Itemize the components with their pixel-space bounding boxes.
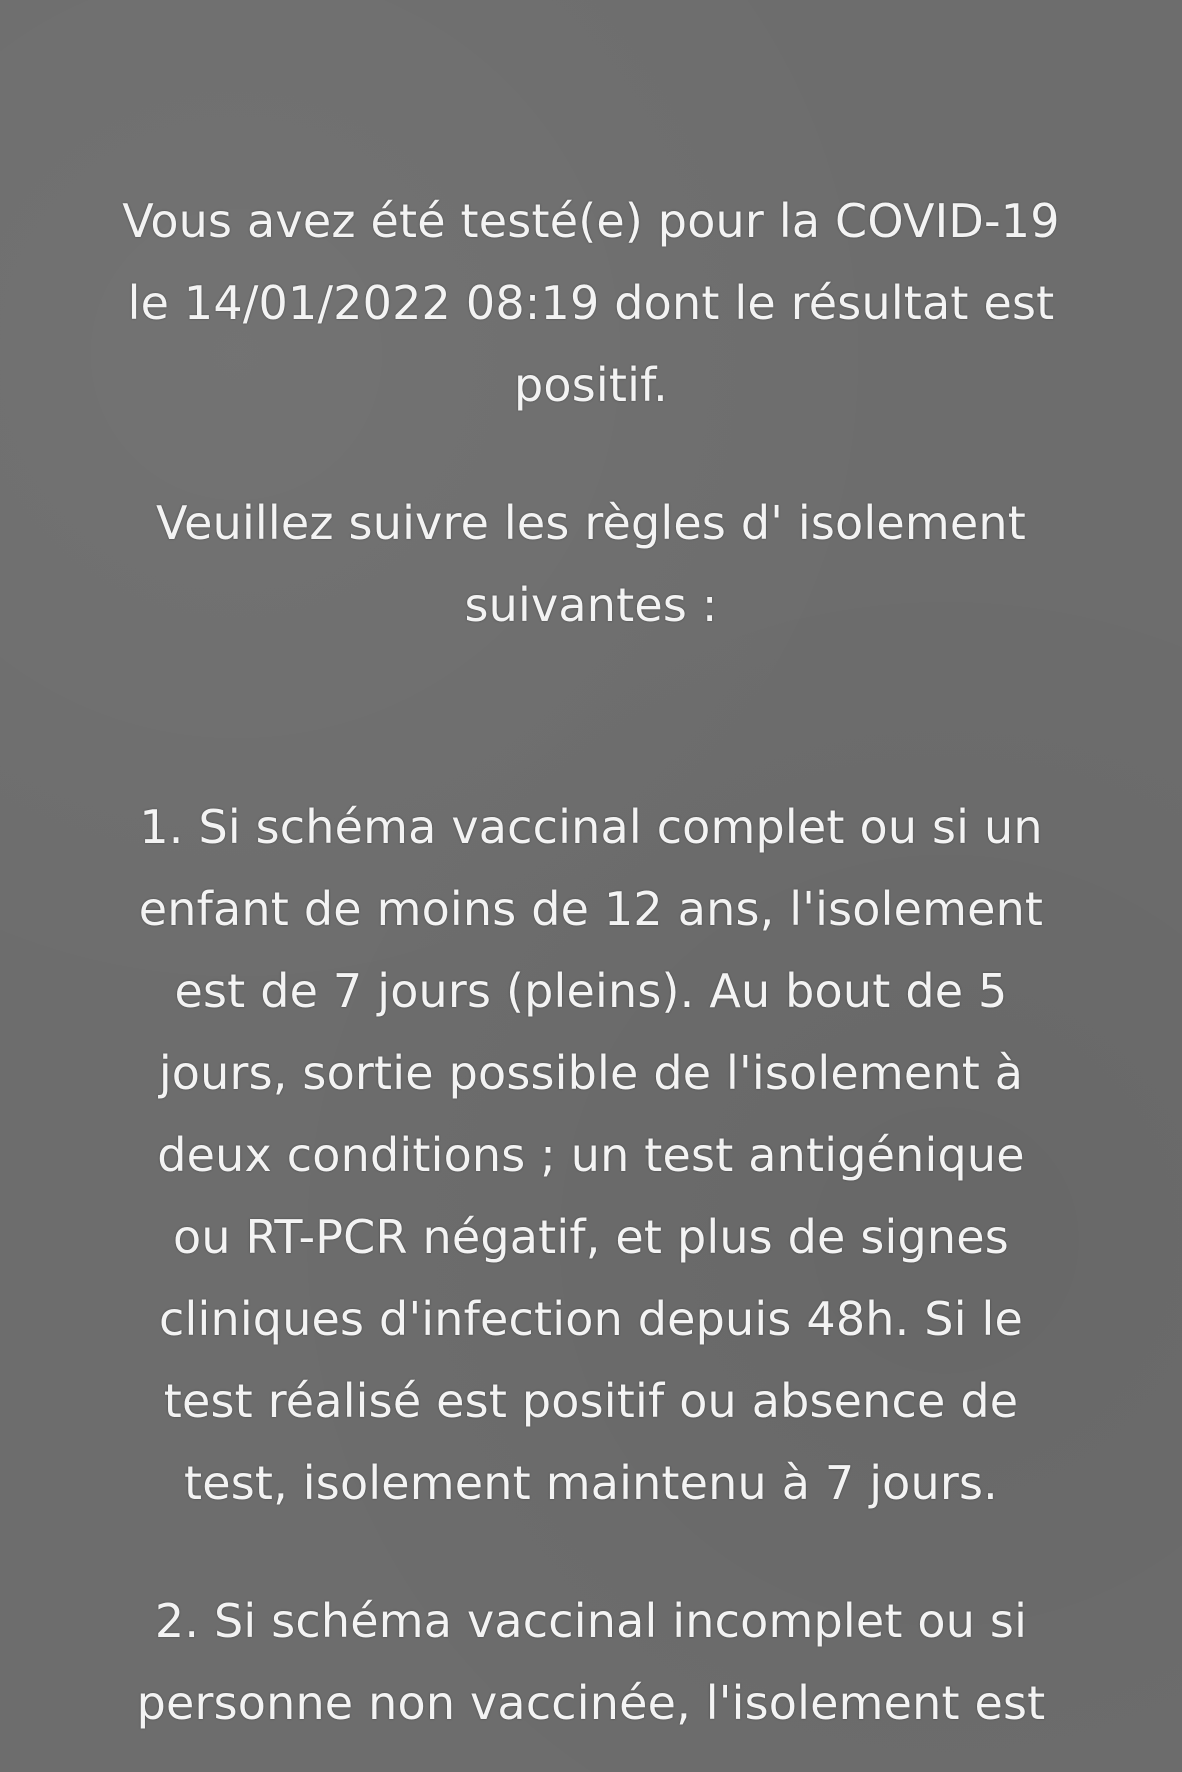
test-result-line-1: Vous avez été testé(e) pour la COVID-19	[122, 194, 1060, 248]
rule-1-paragraph	[48, 786, 1134, 1524]
rule-1-line-6: ou RT-PCR négatif, et plus de signes	[173, 1210, 1009, 1264]
rule-1-line-1: 1. Si schéma vaccinal complet ou si un	[139, 800, 1043, 854]
instructions-line-1: Veuillez suivre les règles d' isolement	[156, 496, 1026, 550]
spacer	[48, 426, 1134, 482]
rule-2-paragraph	[48, 1580, 1134, 1744]
rule-1-line-2: enfant de moins de 12 ans, l'isolement	[138, 882, 1044, 936]
rule-1-line-8: test réalisé est positif ou absence de	[163, 1374, 1019, 1428]
test-result-paragraph	[48, 180, 1134, 426]
isolation-message	[48, 180, 1134, 1744]
rule-2-line-2: personne non vaccinée, l'isolement est	[136, 1676, 1046, 1730]
rule-1-line-4: jours, sortie possible de l'isolement à	[158, 1046, 1024, 1100]
rule-1-line-7: cliniques d'infection depuis 48h. Si le	[159, 1292, 1023, 1346]
rule-1-line-5: deux conditions ; un test antigénique	[157, 1128, 1025, 1182]
spacer	[48, 646, 1134, 786]
spacer	[48, 1524, 1134, 1580]
rule-2-line-1: 2. Si schéma vaccinal incomplet ou si	[154, 1594, 1028, 1648]
rule-1-line-3: est de 7 jours (pleins). Au bout de 5	[174, 964, 1008, 1018]
test-result-line-2: le 14/01/2022 08:19 dont le résultat est	[127, 276, 1055, 330]
instructions-paragraph	[48, 482, 1134, 646]
test-result-line-3: positif.	[514, 358, 668, 412]
rule-1-line-9: test, isolement maintenu à 7 jours.	[184, 1456, 998, 1510]
instructions-line-2: suivantes :	[464, 578, 718, 632]
